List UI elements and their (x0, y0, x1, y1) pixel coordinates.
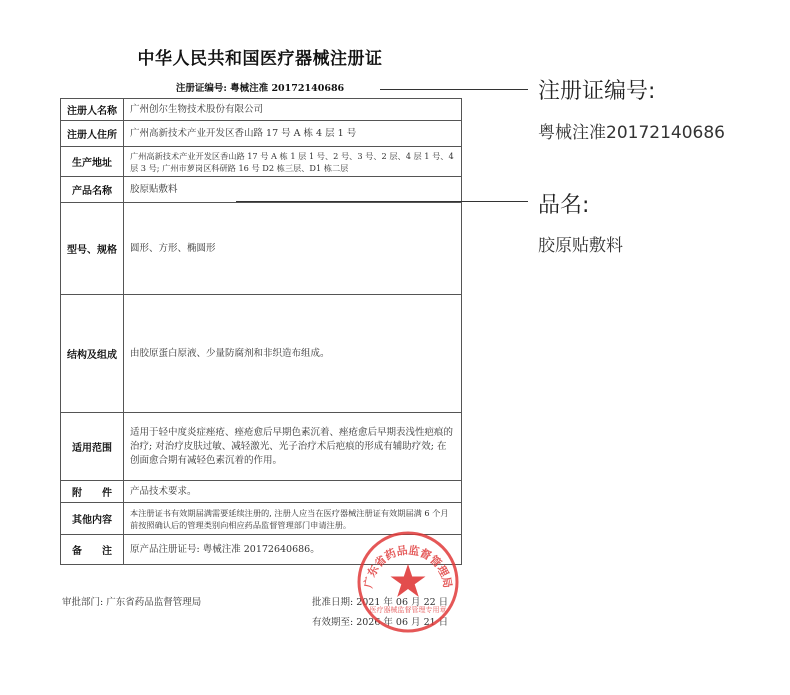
callout-line-reg (380, 89, 528, 90)
official-seal-icon (356, 530, 460, 634)
row-registrant-address (61, 121, 462, 147)
approval-date: 批准日期: 2021 年 06 月 22 日 (312, 597, 449, 608)
document-title: 中华人民共和国医疗器械注册证 (137, 49, 383, 69)
label-remarks: 备 注 (61, 535, 124, 565)
value-structure: 由胶原蛋白原液、少量防腐剂和非织造布组成。 (124, 295, 462, 413)
value-registrant-address: 广州高新技术产业开发区香山路 17 号 A 栋 4 层 1 号 (124, 121, 462, 147)
value-model-spec: 圆形、方形、椭圆形 (124, 203, 462, 295)
approval-department: 审批部门: 广东省药品监督管理局 (62, 597, 202, 608)
value-product-name: 胶原贴敷料 (124, 177, 462, 203)
seal-star-icon (391, 564, 426, 597)
label-other: 其他内容 (61, 503, 124, 535)
callout-name-label: 品名: (538, 193, 590, 218)
certificate-table (60, 98, 462, 565)
seal-inner-text: 医疗器械监督管理专用章 (369, 606, 447, 614)
seal-outer-text: 广东省药品监督管理局 (361, 543, 455, 590)
callout-reg-value: 粤械注准20172140686 (538, 123, 725, 143)
label-product-name: 产品名称 (61, 177, 124, 203)
value-other: 本注册证书有效期届满需要延续注册的, 注册人应当在医疗器械注册证有效期届满 6 个月前按照确认后的管理类别向相应药品监督管理部门申请注册。 (124, 503, 462, 535)
value-production-address: 广州高新技术产业开发区香山路 17 号 A 栋 1 层 1 号、2 号、3 号、2 层、4 层 1 号、4 层 3 号; 广州市萝岗区科研路 16 号 D2 栋三层、D1 栋二层 (124, 147, 462, 177)
row-production-address (61, 147, 462, 177)
row-attachment (61, 481, 462, 503)
label-model-spec: 型号、规格 (61, 203, 124, 295)
label-registrant-name: 注册人名称 (61, 99, 124, 121)
value-attachment: 产品技术要求。 (124, 481, 462, 503)
expiry-date: 有效期至: 2026 年 06 月 21 日 (312, 617, 449, 628)
registration-number-line: 注册证编号: 粤械注准 20172140686 (175, 83, 345, 94)
label-scope: 适用范围 (61, 413, 124, 481)
label-attachment: 附 件 (61, 481, 124, 503)
callout-name-value: 胶原贴敷料 (538, 236, 623, 256)
callout-reg-label: 注册证编号: (538, 79, 656, 104)
value-scope: 适用于轻中度炎症痤疮、痤疮愈后早期色素沉着、痤疮愈后早期表浅性疤痕的治疗; 对治疗皮肤过敏、减轻激光、光子治疗术后疤痕的形成有辅助疗效; 在创面愈合期有减轻色素沉着的作用。 (124, 413, 462, 481)
row-scope (61, 413, 462, 481)
label-registrant-address: 注册人住所 (61, 121, 124, 147)
row-registrant-name (61, 99, 462, 121)
row-structure (61, 295, 462, 413)
row-product-name (61, 177, 462, 203)
label-production-address: 生产地址 (61, 147, 124, 177)
value-registrant-name: 广州创尔生物技术股份有限公司 (124, 99, 462, 121)
label-structure: 结构及组成 (61, 295, 124, 413)
callout-line-name (236, 201, 528, 202)
row-model-spec (61, 203, 462, 295)
value-remarks: 原产品注册证号: 粤械注准 20172640686。 (124, 535, 462, 565)
